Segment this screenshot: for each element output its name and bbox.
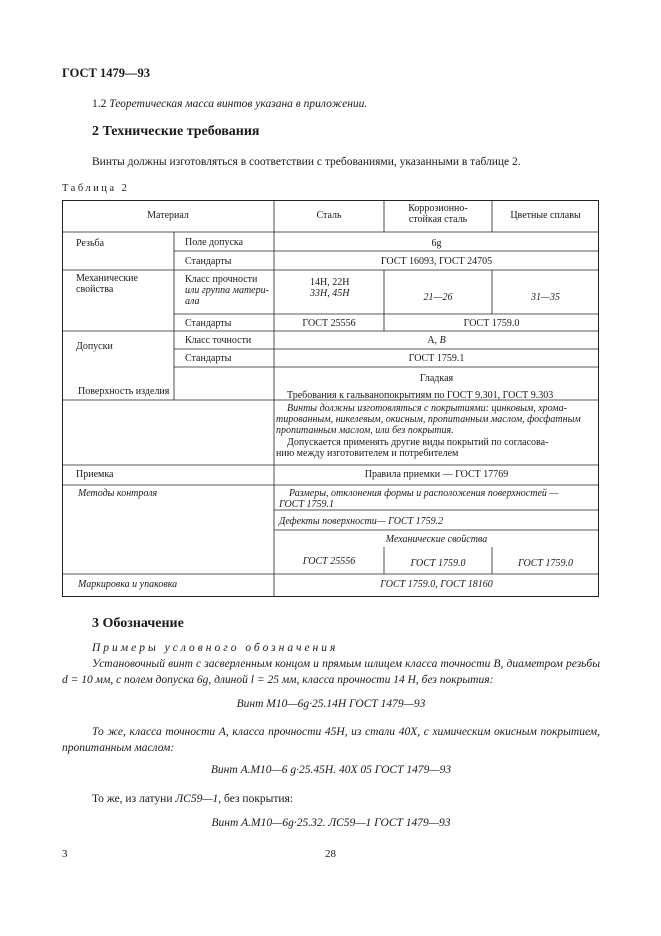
surface-text-3-line2: нию между изготовителем и потребителем xyxy=(276,448,459,459)
header-stainless-line2: стойкая сталь xyxy=(408,214,468,225)
header-material: Материал xyxy=(147,210,189,221)
paragraph-text: Теоретическая масса винтов указана в приложении. xyxy=(109,98,368,110)
row-tolerances-label: Допуски xyxy=(76,341,113,352)
mech-nonferrous-value: 31—35 xyxy=(531,292,560,303)
mech-stainless-value: 21—26 xyxy=(423,292,453,303)
footer-left-number: 3 xyxy=(62,848,68,860)
control-nonferrous-standard: ГОСТ 1759.0 xyxy=(517,558,573,569)
acceptance-value: Правила приемки — ГОСТ 17769 xyxy=(364,469,509,480)
tolerances-accuracy-label: Класс точности xyxy=(185,335,252,346)
control-dimensions xyxy=(279,488,595,510)
formula-3: Винт А.М10—6g·25.32. ЛС59—1 ГОСТ 1479—93 xyxy=(211,817,451,829)
example-2-text: То же, класса точности А, класса прочности 45Н, из стали 40Х, с химическим окисным покрытием, пропитанным маслом: xyxy=(62,726,600,754)
header-steel: Сталь xyxy=(316,210,342,221)
mech-steel-values-line1: 14Н, 22Н xyxy=(310,277,350,288)
surface-text-2-line2: тированным, никелевым, окисным, пропитанным маслом, фосфатным xyxy=(276,414,581,425)
mech-steel-standard: ГОСТ 25556 xyxy=(302,318,356,329)
tolerances-accuracy-value xyxy=(274,335,599,346)
row-acceptance-label: Приемка xyxy=(76,469,114,480)
mech-class-label-line3: ала xyxy=(185,296,200,307)
mech-class-label-line2: или группа матери- xyxy=(185,285,269,296)
section-3-title: 3 Обозначение xyxy=(92,616,184,631)
surface-text-2-line1: Винты должны изготовляться с покрытиями: цинковым, хрома- xyxy=(287,403,567,414)
example-3-material: ЛС59—1 xyxy=(175,793,219,805)
tolerances-accuracy-value-a: А, xyxy=(427,335,438,346)
thread-tolerance-label: Поле допуска xyxy=(185,237,244,248)
tolerances-accuracy-value-b: В xyxy=(439,335,446,346)
example-3-prefix: То же, из латуни xyxy=(92,793,173,805)
document-header: ГОСТ 1479—93 xyxy=(62,66,151,80)
surface-text-3-line1: Допускается применять другие виды покрытий по согласова- xyxy=(287,437,549,448)
control-defects: Дефекты поверхности— ГОСТ 1759.2 xyxy=(279,516,444,527)
row-marking-label: Маркировка и упаковка xyxy=(78,579,178,590)
surface-smooth: Гладкая xyxy=(419,373,454,384)
mech-class-label xyxy=(185,274,269,307)
row-mechanical-label xyxy=(76,273,138,295)
thread-standards-label: Стандарты xyxy=(185,256,232,267)
control-dimensions-line1: Размеры, отклонения формы и расположения поверхностей — xyxy=(289,488,559,499)
surface-text-1: Требования к гальванопокрытиям по ГОСТ 9.301, ГОСТ 9.303 xyxy=(287,390,554,401)
control-mech-title: Механические свойства xyxy=(385,534,488,545)
mech-class-label-line1: Класс прочности xyxy=(185,274,258,285)
control-stainless-standard: ГОСТ 1759.0 xyxy=(410,558,466,569)
formula-2: Винт А.М10—6 g·25.45Н. 40Х 05 ГОСТ 1479—93 xyxy=(210,764,452,776)
section-2-title: 2 Технические требования xyxy=(92,124,260,139)
thread-standards-value: ГОСТ 16093, ГОСТ 24705 xyxy=(380,256,493,267)
surface-text-2-line3: пропитанным маслом, или без покрытия. xyxy=(276,425,454,436)
section-2-intro: Винты должны изготовляться в соответствии с требованиями, указанными в таблице 2. xyxy=(92,156,521,168)
row-mechanical-label-line1: Механические xyxy=(76,273,138,284)
header-nonferrous: Цветные сплавы xyxy=(510,210,581,221)
thread-tolerance-value: 6g xyxy=(431,238,442,249)
example-1-text: Установочный винт с засверленным концом и прямым шлицем класса точности В, диаметром резьбы d = 10 мм, с полем допуска 6g, длиной l = 25 мм, класса прочности 14 Н, без покрытия: xyxy=(62,658,600,686)
surface-text-3 xyxy=(276,437,594,459)
table-caption: Таблица 2 xyxy=(62,183,130,194)
mech-other-standard: ГОСТ 1759.0 xyxy=(463,318,520,329)
row-control-label: Методы контроля xyxy=(78,488,158,499)
mech-standards-label: Стандарты xyxy=(185,318,232,329)
row-thread-label: Резьба xyxy=(76,238,105,249)
row-mechanical-label-line2: свойства xyxy=(76,284,114,295)
surface-text-2 xyxy=(276,403,594,436)
requirements-table xyxy=(62,200,599,597)
paragraph-number: 1.2 xyxy=(92,98,107,110)
mech-steel-values-line2: 33Н, 45Н xyxy=(310,288,350,299)
control-steel-standard: ГОСТ 25556 xyxy=(302,556,356,567)
example-3-suffix: , без покрытия: xyxy=(218,793,294,805)
tolerances-standards-value: ГОСТ 1759.1 xyxy=(408,353,465,364)
paragraph-1-2 xyxy=(92,98,367,110)
page-number: 28 xyxy=(325,848,336,860)
mech-steel-values xyxy=(310,277,349,299)
tolerances-standards-label: Стандарты xyxy=(185,353,232,364)
formula-1: Винт М10—6g·25.14Н ГОСТ 1479—93 xyxy=(236,698,426,710)
control-dimensions-line2: ГОСТ 1759.1 xyxy=(279,499,335,510)
header-stainless xyxy=(384,203,492,225)
examples-heading: Примеры условного обозначения xyxy=(92,642,339,654)
marking-value: ГОСТ 1759.0, ГОСТ 18160 xyxy=(380,579,493,590)
header-stainless-line1: Коррозионно- xyxy=(408,203,468,214)
row-surface-label: Поверхность изделия xyxy=(78,386,170,397)
example-3-text xyxy=(92,793,293,805)
